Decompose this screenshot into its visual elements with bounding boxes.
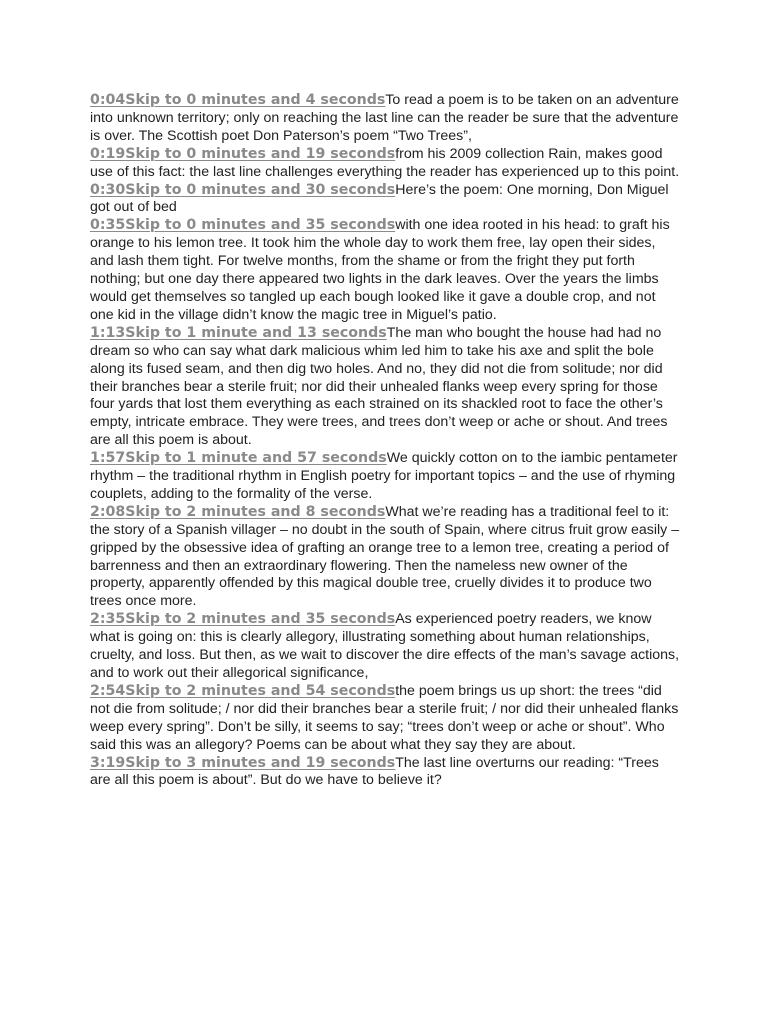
skip-to-time-link[interactable] — [90, 92, 385, 108]
cue-timestamp: 1:13 — [90, 324, 126, 341]
cue-skip-label: Skip to 0 minutes and 4 seconds — [125, 92, 386, 108]
skip-to-time-link[interactable] — [90, 755, 395, 771]
transcript-cue — [90, 683, 680, 755]
cue-timestamp: 0:30 — [90, 181, 126, 198]
transcript-cue — [90, 217, 680, 324]
skip-to-time-link[interactable] — [90, 683, 395, 699]
skip-to-time-link[interactable] — [90, 450, 387, 466]
cue-timestamp: 2:35 — [90, 611, 126, 628]
cue-skip-label: Skip to 3 minutes and 19 seconds — [125, 754, 396, 771]
transcript-cue — [90, 450, 680, 504]
transcript-cue — [90, 504, 680, 611]
skip-to-time-link[interactable] — [90, 504, 385, 520]
cue-text: We quickly cotton on to the iambic pentameter rhythm – the traditional rhythm in English poetry for important topics – and the use of rhyming couplets, adding to the formality of the verse. — [90, 450, 678, 502]
cue-timestamp: 1:57 — [90, 450, 126, 467]
transcript-cue — [90, 146, 680, 182]
transcript-cue — [90, 182, 680, 218]
cue-skip-label: Skip to 0 minutes and 35 seconds — [125, 217, 396, 234]
cue-timestamp: 2:54 — [90, 682, 126, 699]
cue-timestamp: 0:19 — [90, 145, 126, 162]
cue-skip-label: Skip to 2 minutes and 35 seconds — [125, 611, 396, 628]
skip-to-time-link[interactable] — [90, 325, 387, 341]
cue-text: The last line overturns our reading: “Trees are all this poem is about”. But do we have to believe it? — [90, 754, 659, 789]
transcript-cue — [90, 92, 680, 146]
cue-text: As experienced poetry readers, we know what is going on: this is clearly allegory, illustrating something about human relationships, cruelty, and loss. But then, as we wait to discover the dire effects of the man’s savage actions, and to work out their allegorical significance, — [90, 611, 680, 681]
cue-skip-label: Skip to 0 minutes and 19 seconds — [125, 145, 396, 162]
cue-timestamp: 3:19 — [90, 754, 126, 771]
cue-text: To read a poem is to be taken on an adventure into unknown territory; only on reaching the last line can the reader be sure that the adventure is over. The Scottish poet Don Paterson’s poem “Two Trees”, — [90, 92, 679, 144]
cue-text: the poem brings us up short: the trees “did not die from solitude; / nor did their branches bear a sterile fruit; / nor did their unhealed flanks weep every spring”. Don’t be silly, it seems to say; “trees don’t weep or ache or shout”. Who said this was an allegory? Poems can be about what they say they are about. — [90, 682, 679, 753]
cue-skip-label: Skip to 2 minutes and 8 seconds — [125, 503, 386, 520]
cue-skip-label: Skip to 0 minutes and 30 seconds — [125, 181, 396, 198]
cue-skip-label: Skip to 2 minutes and 54 seconds — [125, 682, 396, 699]
transcript — [90, 92, 680, 790]
cue-timestamp: 2:08 — [90, 503, 126, 520]
cue-text: with one idea rooted in his head: to graft his orange to his lemon tree. It took him the whole day to work them free, lay open their sides, and lash them tight. For twelve months, from the shame or from the fright they put forth nothing; but one day there appeared two lights in the dark leaves. Over the years the limbs would get themselves so tangled up each bough looked like it gave a double crop, and not one kid in the village didn’t know the magic tree in Miguel’s patio. — [90, 217, 670, 323]
transcript-cue — [90, 755, 680, 791]
cue-skip-label: Skip to 1 minute and 13 seconds — [125, 324, 387, 341]
cue-text: Here’s the poem: One morning, Don Miguel got out of bed — [90, 181, 669, 216]
transcript-cue — [90, 325, 680, 450]
cue-timestamp: 0:04 — [90, 92, 126, 108]
skip-to-time-link[interactable] — [90, 182, 395, 198]
cue-skip-label: Skip to 1 minute and 57 seconds — [125, 450, 387, 467]
cue-timestamp: 0:35 — [90, 217, 126, 234]
skip-to-time-link[interactable] — [90, 146, 395, 162]
skip-to-time-link[interactable] — [90, 611, 395, 627]
transcript-cue — [90, 611, 680, 683]
cue-text: The man who bought the house had had no dream so who can say what dark malicious whim led him to take his axe and split the bole along its fused seam, and then dig two holes. And no, they did not die from solitude; nor did their branches bear a sterile fruit; nor did their unhealed flanks weep every spring for those four yards that lost them everything as each strained on its shackled root to face the other’s empty, intricate embrace. They were trees, and trees don’t weep or ache or shout. And trees are all this poem is about. — [90, 324, 668, 449]
cue-text: from his 2009 collection Rain, makes good use of this fact: the last line challenges everything the reader has experienced up to this point. — [90, 145, 680, 180]
cue-text: What we’re reading has a traditional feel to it: the story of a Spanish villager – no doubt in the south of Spain, where citrus fruit grow easily – gripped by the obsessive idea of grafting an orange tree to a lemon tree, creating a period of barrenness and then an extraordinary flowering. Then the nameless new owner of the property, apparently offended by this magical double tree, cruelly divides it to produce two trees once more. — [90, 503, 680, 610]
skip-to-time-link[interactable] — [90, 217, 395, 233]
